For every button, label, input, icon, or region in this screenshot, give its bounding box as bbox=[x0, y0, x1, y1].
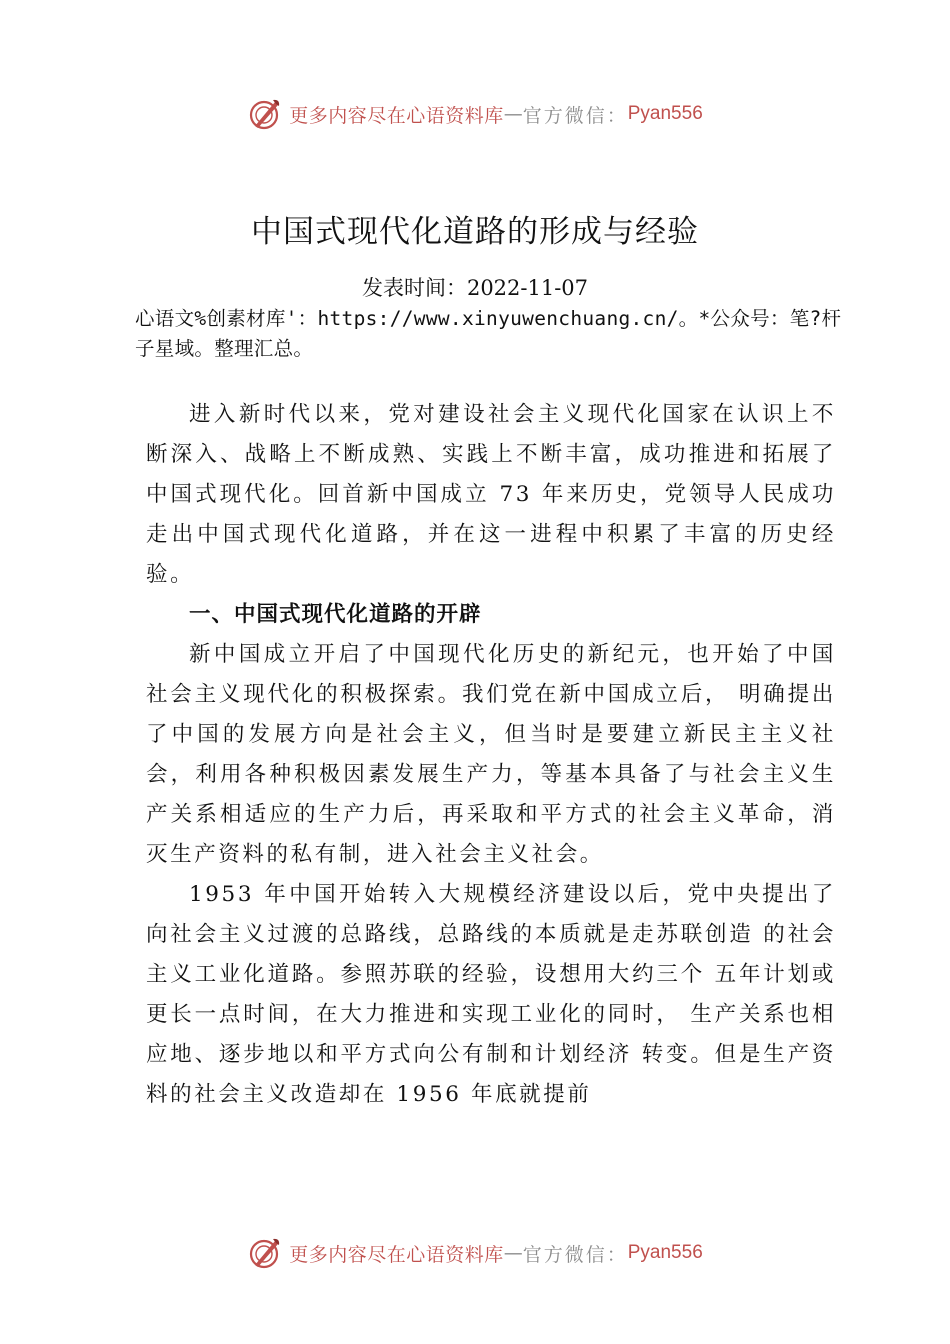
source-note: 心语文%创素材库'：https://www.xinyuwenchuang.cn/。*公众号：笔?杆子星域。整理汇总。 bbox=[135, 307, 842, 360]
section-paragraph: 新中国成立开启了中国现代化历史的新纪元，也开始了中国社会主义现代化的积极探索。我们党在新中国成立后， 明确提出了中国的发展方向是社会主义，但当时是要建立新民主主义社会，利用各种积极因素发展生产力，等基本具备了与社会主义生产关系相适应的生产力后，再采取和平方式的社会主义革命，消灭生产资料的私有制，进入社会主义社会。 bbox=[146, 642, 836, 867]
intro-paragraph: 进入新时代以来，党对建设社会主义现代化国家在认识上不断深入、战略上不断成熟、实践上不断丰富，成功推进和拓展了中国式现代化。回首新中国成立 73 年来历史，党领导人民成功走出中国式现代化道路，并在这一进程中积累了丰富的历史经验。 bbox=[146, 402, 836, 587]
quill-pen-logo-icon bbox=[247, 1235, 283, 1271]
article-title: 中国式现代化道路的形成与经验 bbox=[251, 214, 699, 250]
banner-wechat-id: Pyan556 bbox=[627, 103, 703, 124]
banner-main-text: 更多内容尽在心语资料库 bbox=[289, 104, 504, 127]
article-body bbox=[146, 395, 836, 1115]
quill-pen-logo-icon bbox=[247, 96, 283, 132]
banner-main-text: 更多内容尽在心语资料库 bbox=[289, 1243, 504, 1266]
banner-wechat-id: Pyan556 bbox=[627, 1242, 703, 1263]
banner-wechat-label: 官方微信： bbox=[522, 104, 628, 127]
header-banner bbox=[0, 94, 950, 134]
section-heading: 一、中国式现代化道路的开辟 bbox=[189, 602, 482, 627]
banner-separator: — bbox=[503, 103, 523, 125]
footer-banner bbox=[0, 1233, 950, 1273]
banner-separator: — bbox=[503, 1242, 523, 1264]
publish-date: 发表时间：2022-11-07 bbox=[361, 276, 589, 300]
section-paragraph: 1953 年中国开始转入大规模经济建设以后，党中央提出了向社会主义过渡的总路线，总路线的本质就是走苏联创造 的社会主义工业化道路。参照苏联的经验，设想用大约三个 五年计划或更长一点时间，在大力推进和实现工业化的同时， 生产关系也相应地、逐步地以和平方式向公有制和计划经济 转变。但是生产资料的社会主义改造却在 1956 年底就提前 bbox=[146, 882, 836, 1107]
banner-wechat-label: 官方微信： bbox=[522, 1243, 628, 1266]
